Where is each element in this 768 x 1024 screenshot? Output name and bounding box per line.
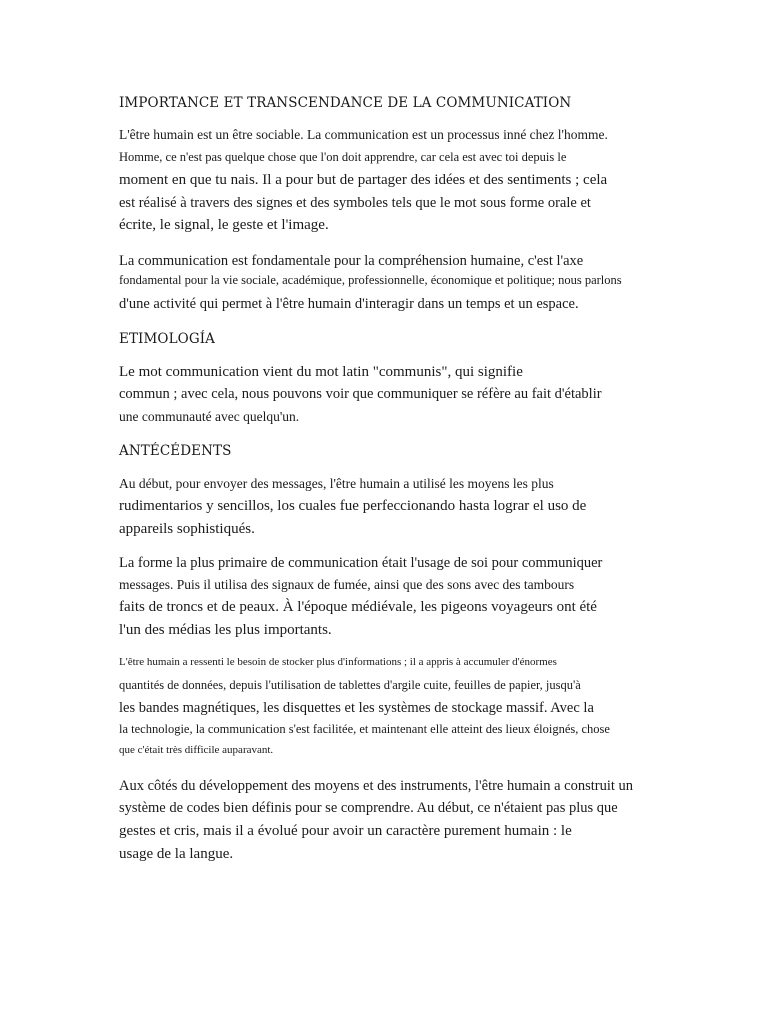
antecedents-p4-line-1: Aux côtés du développement des moyens et des instruments, l'être humain a construit un (119, 778, 634, 794)
paragraph-2-line-2: fondamental pour la vie sociale, académique, professionnelle, économique et politique; nous parlons (119, 273, 622, 287)
antecedents-p3-line-2: quantités de données, depuis l'utilisation de tablettes d'argile cuite, feuilles de papier, jusqu'à (119, 678, 581, 692)
section-heading-antecedents: ANTÉCÉDENTS (119, 443, 232, 459)
antecedents-p3-line-3: les bandes magnétiques, les disquettes et les systèmes de stockage massif. Avec la (119, 700, 594, 716)
document-title: IMPORTANCE ET TRANSCENDANCE DE LA COMMUNICATION (119, 95, 572, 111)
paragraph-1-line-4: est réalisé à travers des signes et des symboles tels que le mot sous forme orale et (119, 195, 591, 211)
antecedents-p4-line-3: gestes et cris, mais il a évolué pour avoir un caractère purement humain : le (119, 823, 572, 839)
antecedents-p3-line-4: la technologie, la communication s'est facilitée, et maintenant elle atteint des lieux éloignés, chose (119, 722, 610, 736)
etymology-line-1: Le mot communication vient du mot latin "communis", qui signifie (119, 364, 523, 380)
paragraph-1-line-1: L'être humain est un être sociable. La communication est un processus inné chez l'homme. (119, 127, 608, 142)
antecedents-p2-line-1: La forme la plus primaire de communication était l'usage de soi pour communiquer (119, 555, 603, 571)
paragraph-1-line-5: écrite, le signal, le geste et l'image. (119, 217, 329, 233)
antecedents-p2-line-2: messages. Puis il utilisa des signaux de fumée, ainsi que des sons avec des tambours (119, 577, 575, 592)
antecedents-p3-line-5: que c'était très difficile auparavant. (119, 744, 274, 756)
etymology-line-3: une communauté avec quelqu'un. (119, 409, 300, 424)
antecedents-p3-line-1: L'être humain a ressenti le besoin de stocker plus d'informations ; il a appris à accumuler d'énormes (119, 656, 557, 668)
etymology-line-2: commun ; avec cela, nous pouvons voir que communiquer se réfère au fait d'établir (119, 386, 602, 402)
antecedents-p1-line-3: appareils sophistiqués. (119, 521, 255, 537)
antecedents-p1-line-2: rudimentarios y sencillos, los cuales fue perfeccionando hasta lograr el uso de (119, 498, 587, 514)
paragraph-1-line-2: Homme, ce n'est pas quelque chose que l'on doit apprendre, car cela est avec toi depuis le (119, 150, 567, 164)
antecedents-p2-line-4: l'un des médias les plus importants. (119, 622, 332, 638)
antecedents-p4-line-2: système de codes bien définis pour se comprendre. Au début, ce n'étaient pas plus que (119, 800, 618, 816)
antecedents-p1-line-1: Au début, pour envoyer des messages, l'être humain a utilisé les moyens les plus (119, 476, 554, 491)
antecedents-p4-line-4: usage de la langue. (119, 846, 234, 862)
paragraph-2-line-1: La communication est fondamentale pour la compréhension humaine, c'est l'axe (119, 253, 584, 269)
paragraph-2-line-3: d'une activité qui permet à l'être humain d'interagir dans un temps et un espace. (119, 296, 579, 312)
antecedents-p2-line-3: faits de troncs et de peaux. À l'époque médiévale, les pigeons voyageurs ont été (119, 599, 597, 615)
section-heading-etymology: ETIMOLOGÍA (119, 331, 215, 347)
paragraph-1-line-3: moment en que tu nais. Il a pour but de partager des idées et des sentiments ; cela (119, 172, 608, 188)
